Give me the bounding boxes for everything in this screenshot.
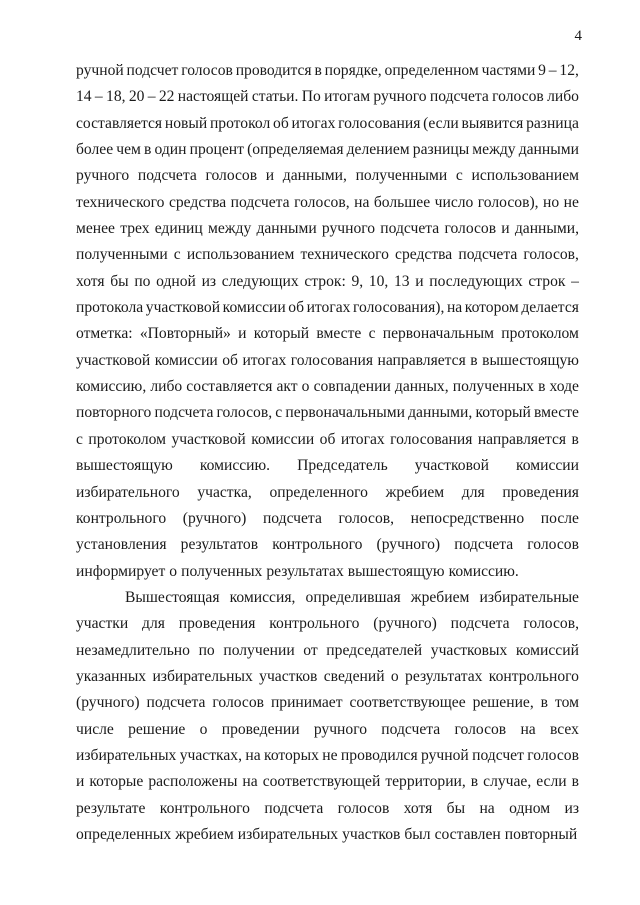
word: итогах bbox=[242, 351, 287, 369]
word: результате bbox=[76, 799, 146, 817]
word: контрольного bbox=[76, 509, 167, 527]
word: одном bbox=[509, 799, 551, 817]
word: для bbox=[142, 615, 165, 633]
word: принимает bbox=[270, 694, 343, 712]
word: подсчета bbox=[458, 246, 518, 264]
word: если bbox=[536, 773, 567, 791]
word: на bbox=[479, 799, 495, 817]
word: полученными bbox=[76, 246, 168, 264]
word: подсчета bbox=[380, 220, 440, 238]
word: проводится bbox=[235, 62, 312, 79]
text-line bbox=[76, 638, 579, 664]
word: 14 bbox=[76, 88, 92, 106]
word: на bbox=[354, 193, 370, 211]
word: протокол bbox=[209, 114, 271, 132]
word: участковой bbox=[171, 430, 246, 448]
word: определенного bbox=[269, 483, 368, 501]
word: жребием bbox=[175, 825, 234, 843]
text-line bbox=[76, 769, 579, 795]
word: случае, bbox=[483, 773, 532, 791]
word: в bbox=[571, 430, 579, 448]
document-body bbox=[76, 58, 579, 848]
word: – bbox=[571, 272, 579, 290]
text-line bbox=[76, 111, 579, 137]
word: которые bbox=[89, 773, 144, 791]
word: установления bbox=[76, 536, 167, 554]
word: частями bbox=[481, 62, 536, 79]
word: подсчета bbox=[454, 536, 514, 554]
word: бы bbox=[110, 272, 129, 290]
word: статьи. bbox=[251, 88, 299, 106]
word: решение, bbox=[472, 694, 534, 712]
word: результатах bbox=[405, 667, 483, 685]
word: – bbox=[94, 88, 103, 106]
word: информирует bbox=[76, 562, 166, 580]
text-line bbox=[76, 269, 579, 295]
word: участка, bbox=[197, 483, 252, 501]
word: комиссию, bbox=[76, 378, 147, 396]
word: первоначальным bbox=[382, 325, 494, 343]
word: либо bbox=[547, 88, 579, 106]
word: на bbox=[520, 720, 536, 738]
word: голосов bbox=[212, 694, 265, 712]
text-line bbox=[76, 163, 579, 189]
word: расположены bbox=[148, 773, 238, 791]
word: составляется bbox=[186, 378, 273, 396]
word: итогам bbox=[324, 88, 371, 106]
word: голосования bbox=[290, 351, 374, 369]
word: большее bbox=[373, 193, 431, 211]
word: между bbox=[207, 220, 252, 238]
word: 9 bbox=[538, 62, 546, 79]
word: разницы bbox=[412, 141, 470, 159]
word: голосования bbox=[338, 114, 421, 132]
word: незамедлительно bbox=[76, 641, 190, 659]
text-line bbox=[76, 743, 579, 769]
word: направляется bbox=[477, 430, 567, 448]
word: который bbox=[253, 325, 310, 343]
text-line bbox=[76, 374, 579, 400]
word: данными bbox=[256, 220, 317, 238]
word: контрольного bbox=[272, 536, 363, 554]
word: но bbox=[543, 193, 560, 211]
word: голосов bbox=[337, 799, 390, 817]
word: жребием bbox=[385, 483, 445, 501]
word: протокола bbox=[76, 299, 144, 317]
text-line bbox=[76, 559, 579, 585]
word: (ручного) bbox=[76, 694, 140, 712]
word: который bbox=[475, 404, 531, 422]
word: территории, bbox=[385, 773, 466, 791]
word: направляется bbox=[377, 351, 466, 369]
word: разница bbox=[526, 114, 579, 132]
word: в bbox=[144, 141, 152, 159]
word: голосования bbox=[390, 430, 473, 448]
word: участковой bbox=[76, 351, 151, 369]
word: повторный bbox=[504, 825, 578, 843]
word: 9, bbox=[351, 272, 364, 290]
text-line bbox=[76, 216, 579, 242]
word: в bbox=[538, 378, 546, 396]
word: одной bbox=[156, 272, 196, 290]
word: настоящей bbox=[177, 88, 249, 106]
word: комиссию. bbox=[448, 562, 519, 580]
word: ручной bbox=[76, 62, 124, 79]
word: для bbox=[461, 483, 485, 501]
word: хотя bbox=[403, 799, 433, 817]
word: менее bbox=[76, 220, 115, 238]
word: голосов bbox=[454, 720, 507, 738]
word: определившая bbox=[305, 588, 401, 606]
word: данными, bbox=[408, 404, 473, 422]
word: голосов bbox=[492, 88, 544, 106]
word: председателей bbox=[326, 641, 423, 659]
word: всех bbox=[550, 720, 579, 738]
text-line bbox=[76, 84, 579, 110]
word: о bbox=[301, 378, 310, 396]
word: проведении bbox=[221, 720, 300, 738]
word: (если bbox=[423, 114, 459, 132]
word: вышестоящую bbox=[347, 562, 445, 580]
word: определенном bbox=[384, 62, 479, 79]
word: проводился bbox=[340, 746, 418, 764]
text-line bbox=[76, 190, 579, 216]
word: проведения bbox=[502, 483, 579, 501]
word: определенных bbox=[76, 825, 172, 843]
word: ручного bbox=[313, 720, 368, 738]
text-line bbox=[76, 427, 579, 453]
word: подсчета bbox=[264, 799, 324, 817]
word: соответствующее bbox=[349, 694, 466, 712]
word: между bbox=[472, 141, 516, 159]
word: комиссии bbox=[251, 430, 315, 448]
word: голосов bbox=[181, 62, 233, 79]
text-line bbox=[76, 453, 579, 479]
word: подсчета bbox=[262, 509, 322, 527]
word: вместе bbox=[316, 325, 362, 343]
word: комиссию. bbox=[199, 457, 271, 475]
word: вышестоящую bbox=[76, 457, 173, 475]
word: результатах bbox=[266, 562, 344, 580]
text-line bbox=[76, 532, 579, 558]
word: отметка: bbox=[76, 325, 133, 343]
word: технического bbox=[300, 246, 389, 264]
word: трех bbox=[120, 220, 150, 238]
word: технического bbox=[76, 193, 165, 211]
word: Председатель bbox=[297, 457, 388, 475]
word: комиссий bbox=[515, 641, 579, 659]
word: голосов bbox=[527, 746, 579, 764]
text-line bbox=[76, 295, 579, 321]
word: – bbox=[548, 62, 557, 79]
text-line bbox=[76, 611, 579, 637]
word: голосов, bbox=[338, 509, 395, 527]
text-line bbox=[76, 506, 579, 532]
word: не bbox=[322, 746, 338, 764]
word: подсчета bbox=[137, 167, 197, 185]
word: в bbox=[470, 773, 479, 791]
word: голосов), bbox=[477, 193, 539, 211]
word: комиссии bbox=[154, 351, 218, 369]
word: (определяемая bbox=[247, 141, 344, 159]
word: числе bbox=[76, 720, 114, 738]
word: по bbox=[134, 272, 151, 290]
word: данными, bbox=[282, 167, 347, 185]
word: ходе bbox=[549, 378, 579, 396]
word: (ручного) bbox=[376, 536, 441, 554]
word: – bbox=[147, 88, 156, 106]
word: избирательные bbox=[479, 588, 579, 606]
word: составляется bbox=[76, 114, 163, 132]
word: процент bbox=[189, 141, 244, 159]
word: не bbox=[563, 193, 579, 211]
word: об bbox=[273, 114, 289, 132]
word: делается bbox=[521, 299, 579, 317]
word: об bbox=[288, 299, 304, 317]
word: и bbox=[501, 220, 510, 238]
word: в bbox=[571, 773, 579, 791]
word: последующих bbox=[429, 272, 523, 290]
paragraph bbox=[76, 585, 579, 848]
word: после bbox=[540, 509, 579, 527]
word: проведения bbox=[178, 615, 256, 633]
word: итогах bbox=[340, 430, 385, 448]
text-line bbox=[76, 690, 579, 716]
word: новый bbox=[164, 114, 208, 132]
text-line bbox=[76, 796, 579, 822]
text-line bbox=[76, 717, 579, 743]
word: акт bbox=[276, 378, 298, 396]
word: 20 bbox=[128, 88, 145, 106]
word: голосов, bbox=[523, 615, 579, 633]
word: бы bbox=[446, 799, 466, 817]
word: составлен bbox=[434, 825, 501, 843]
word: данных, bbox=[394, 378, 449, 396]
word: (ручного) bbox=[373, 615, 437, 633]
word: избирательных bbox=[237, 825, 339, 843]
word: 12, bbox=[559, 62, 579, 79]
word: избирательного bbox=[76, 483, 180, 501]
word: использованием bbox=[471, 167, 579, 185]
word: следующих bbox=[221, 272, 299, 290]
word: из bbox=[201, 272, 217, 290]
word: участков bbox=[342, 825, 401, 843]
word: совпадении bbox=[313, 378, 391, 396]
word: комиссии bbox=[222, 299, 286, 317]
word: подсчета bbox=[230, 193, 290, 211]
word: полученных bbox=[452, 378, 534, 396]
word: повторного bbox=[76, 404, 152, 422]
word: выявится bbox=[461, 114, 524, 132]
word: избирательных bbox=[76, 746, 177, 764]
word: контрольного bbox=[159, 799, 250, 817]
word: «Повторный» bbox=[139, 325, 231, 343]
word: участковой bbox=[414, 457, 489, 475]
word: подсчета bbox=[154, 404, 214, 422]
word: на bbox=[446, 299, 463, 317]
word: о bbox=[169, 562, 178, 580]
word: контрольного bbox=[269, 615, 360, 633]
word: строк bbox=[528, 272, 566, 290]
text-line bbox=[76, 400, 579, 426]
word: (ручного) bbox=[182, 509, 247, 527]
word: ручного bbox=[373, 88, 427, 106]
word: по bbox=[198, 641, 215, 659]
word: котором bbox=[464, 299, 519, 317]
word: получении bbox=[223, 641, 295, 659]
word: По bbox=[301, 88, 321, 106]
word: итогах bbox=[306, 299, 351, 317]
word: данными bbox=[518, 141, 579, 159]
paragraph bbox=[76, 58, 579, 585]
word: протоколом bbox=[501, 325, 579, 343]
word: том bbox=[554, 694, 579, 712]
word: средства bbox=[168, 193, 227, 211]
word: подсчет bbox=[126, 62, 179, 79]
word: с bbox=[368, 325, 376, 343]
word: средства bbox=[395, 246, 453, 264]
word: полученными bbox=[355, 167, 448, 185]
word: протоколом bbox=[88, 430, 167, 448]
word: ручного bbox=[76, 167, 130, 185]
word: в bbox=[314, 62, 322, 79]
word: голосов, bbox=[216, 404, 273, 422]
word: жребием bbox=[410, 588, 470, 606]
word: голосования), bbox=[353, 299, 445, 317]
word: чем bbox=[116, 141, 141, 159]
word: единиц bbox=[154, 220, 203, 238]
word: с bbox=[173, 246, 181, 264]
word: и bbox=[238, 325, 247, 343]
word: подсчета bbox=[450, 615, 510, 633]
word: голосов bbox=[444, 220, 497, 238]
word: и bbox=[76, 773, 85, 791]
word: итогах bbox=[291, 114, 336, 132]
word: данными, bbox=[514, 220, 579, 238]
word: голосов bbox=[527, 536, 579, 554]
word: участковых bbox=[430, 641, 508, 659]
word: 18, bbox=[106, 88, 126, 106]
text-line bbox=[76, 664, 579, 690]
word: об bbox=[222, 351, 238, 369]
word: подсчет bbox=[472, 746, 524, 764]
word: о bbox=[199, 720, 208, 738]
word: участки bbox=[76, 615, 129, 633]
word: число bbox=[434, 193, 474, 211]
word: порядке, bbox=[324, 62, 382, 79]
text-line bbox=[76, 348, 579, 374]
word: один bbox=[154, 141, 187, 159]
word: участков bbox=[259, 667, 318, 685]
word: полученных bbox=[181, 562, 263, 580]
word: в bbox=[470, 351, 478, 369]
word: комиссия, bbox=[229, 588, 296, 606]
word: более bbox=[76, 141, 114, 159]
text-line bbox=[76, 58, 579, 84]
word: и bbox=[415, 272, 424, 290]
word: вместе bbox=[534, 404, 579, 422]
word: ручной bbox=[421, 746, 469, 764]
word: с bbox=[76, 430, 83, 448]
word: ручного bbox=[321, 220, 376, 238]
word: о bbox=[390, 667, 399, 685]
word: 13 bbox=[393, 272, 410, 290]
word: 22 bbox=[158, 88, 175, 106]
word: с bbox=[275, 404, 283, 422]
word: участковой bbox=[145, 299, 221, 317]
word: Вышестоящая bbox=[125, 588, 220, 606]
word: в bbox=[540, 694, 549, 712]
word: контрольного bbox=[488, 667, 579, 685]
text-line bbox=[76, 822, 579, 848]
text-line bbox=[76, 585, 579, 611]
word: подсчета bbox=[381, 720, 441, 738]
word: делением bbox=[346, 141, 410, 159]
word: хотя bbox=[76, 272, 105, 290]
word: подсчета bbox=[429, 88, 489, 106]
word: из bbox=[564, 799, 579, 817]
word: вышестоящую bbox=[482, 351, 579, 369]
page-number: 4 bbox=[574, 28, 582, 44]
word: использованием bbox=[186, 246, 295, 264]
text-line bbox=[76, 242, 579, 268]
word: непосредственно bbox=[410, 509, 525, 527]
word: голосов, bbox=[294, 193, 350, 211]
text-line bbox=[76, 480, 579, 506]
word: которых bbox=[264, 746, 319, 764]
word: об bbox=[319, 430, 336, 448]
word: результатов bbox=[180, 536, 259, 554]
word: и bbox=[265, 167, 275, 185]
word: 10, bbox=[368, 272, 389, 290]
word: на bbox=[245, 746, 261, 764]
word: строк: bbox=[304, 272, 346, 290]
text-line bbox=[76, 321, 579, 347]
word: комиссии bbox=[515, 457, 579, 475]
word: голосов bbox=[205, 167, 258, 185]
word: от bbox=[303, 641, 318, 659]
word: был bbox=[404, 825, 431, 843]
word: на bbox=[242, 773, 258, 791]
word: соответствующей bbox=[262, 773, 381, 791]
word: подсчета bbox=[146, 694, 206, 712]
word: решение bbox=[128, 720, 186, 738]
word: первоначальными bbox=[285, 404, 405, 422]
word: либо bbox=[150, 378, 183, 396]
word: избирательных bbox=[152, 667, 253, 685]
word: с bbox=[455, 167, 463, 185]
word: участках, bbox=[179, 746, 242, 764]
word: указанных bbox=[76, 667, 147, 685]
text-line bbox=[76, 137, 579, 163]
word: сведений bbox=[323, 667, 385, 685]
word: голосов, bbox=[523, 246, 579, 264]
